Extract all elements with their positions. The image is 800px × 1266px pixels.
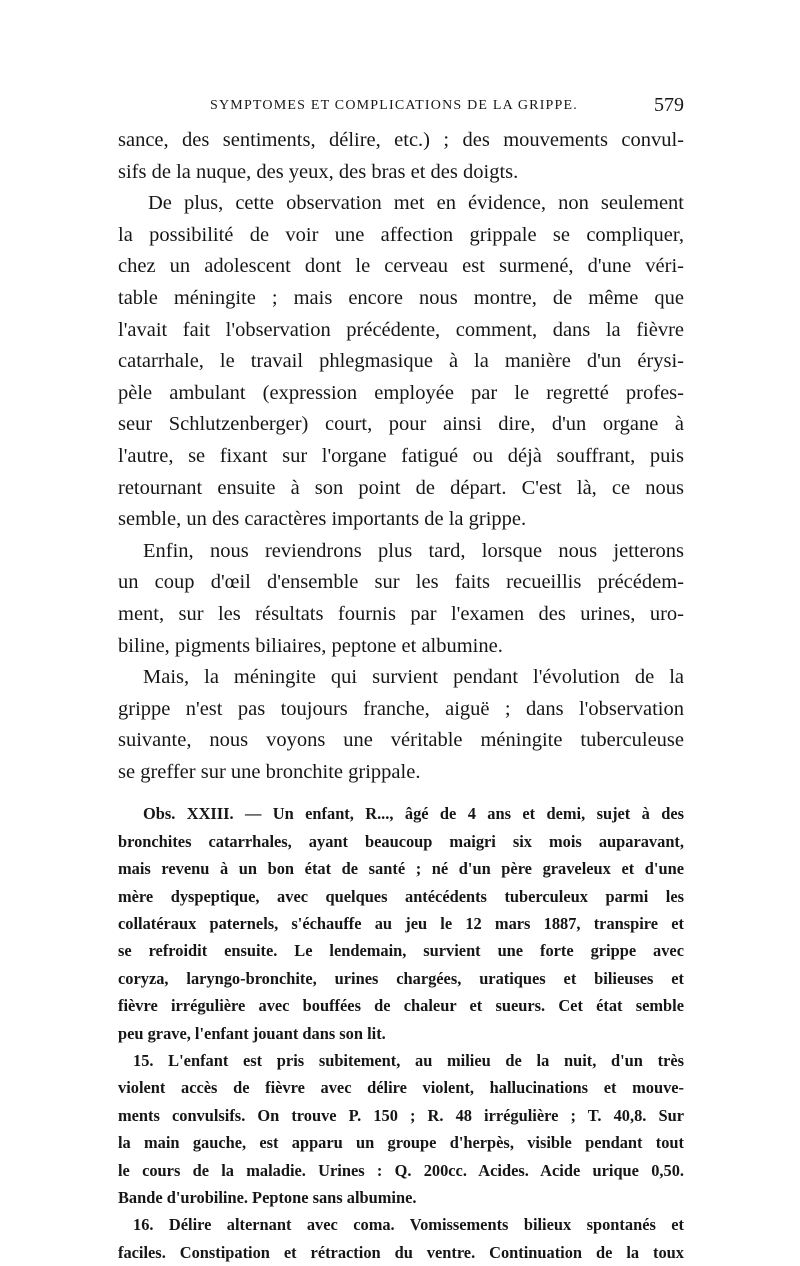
obs-line: collatéraux paternels, s'échauffe au jeu le 12 mars 1887, transpire et bbox=[118, 914, 684, 934]
text-line: semble, un des caractères importants de la grippe. bbox=[118, 508, 527, 531]
text-line: catarrhale, le travail phlegmasique à la manière d'un érysi- bbox=[118, 350, 684, 373]
text-line: grippe n'est pas toujours franche, aiguë ; dans l'observation bbox=[118, 697, 684, 720]
running-head: SYMPTOMES ET COMPLICATIONS DE LA GRIPPE. bbox=[210, 98, 578, 113]
obs-line: 15. L'enfant est pris subitement, au milieu de la nuit, d'un très bbox=[133, 1050, 684, 1070]
text-line: la possibilité de voir une affection grippale se compliquer, bbox=[118, 223, 684, 246]
obs-line: Obs. XXIII. — Un enfant, R..., âgé de 4 ans et demi, sujet à des bbox=[143, 804, 684, 824]
text-line: se greffer sur une bronchite grippale. bbox=[118, 760, 421, 783]
text-line: chez un adolescent dont le cerveau est surmené, d'une véri- bbox=[118, 255, 684, 278]
text-line: pèle ambulant (expression employée par le regretté profes- bbox=[118, 381, 684, 404]
obs-line: mère dyspeptique, avec quelques antécédents tuberculeux parmi les bbox=[118, 886, 684, 906]
obs-line: fièvre irrégulière avec bouffées de chaleur et sueurs. Cet état semble bbox=[118, 996, 684, 1016]
obs-line: Bande d'urobiline. Peptone sans albumine. bbox=[118, 1187, 417, 1207]
obs-line: se refroidit ensuite. Le lendemain, survient une forte grippe avec bbox=[118, 941, 684, 961]
obs-line: violent accès de fièvre avec délire violent, hallucinations et mouve- bbox=[118, 1078, 684, 1098]
observation-block bbox=[118, 800, 684, 1266]
text-line: sance, des sentiments, délire, etc.) ; des mouvements convul- bbox=[118, 129, 684, 151]
obs-line: 16. Délire alternant avec coma. Vomissements bilieux spontanés et bbox=[133, 1215, 684, 1235]
section-gap bbox=[118, 788, 684, 800]
text-line: table méningite ; mais encore nous montre, de même que bbox=[118, 286, 684, 309]
text-line: biline, pigments biliaires, peptone et albumine. bbox=[118, 634, 503, 657]
main-text bbox=[118, 125, 684, 788]
obs-line: le cours de la maladie. Urines : Q. 200cc. Acides. Acide urique 0,50. bbox=[118, 1160, 684, 1180]
obs-line: bronchites catarrhales, ayant beaucoup maigri six mois auparavant, bbox=[118, 831, 684, 851]
page-number: 579 bbox=[654, 94, 684, 116]
text-line: Mais, la méningite qui survient pendant l'évolution de la bbox=[143, 666, 684, 689]
page-header bbox=[118, 94, 684, 120]
text-line: l'autre, se fixant sur l'organe fatigué ou déjà souffrant, puis bbox=[118, 444, 684, 467]
text-line: un coup d'œil d'ensemble sur les faits recueillis précédem- bbox=[118, 571, 684, 594]
text-line: seur Schlutzenberger) court, pour ainsi dire, d'un organe à bbox=[118, 413, 684, 436]
obs-line: la main gauche, est apparu un groupe d'herpès, visible pendant tout bbox=[118, 1133, 684, 1153]
text-line: retournant ensuite à son point de départ. C'est là, ce nous bbox=[118, 476, 684, 499]
text-line: sifs de la nuque, des yeux, des bras et des doigts. bbox=[118, 160, 519, 183]
text-line: De plus, cette observation met en évidence, non seulement bbox=[148, 192, 684, 215]
obs-line: ments convulsifs. On trouve P. 150 ; R. 48 irrégulière ; T. 40,8. Sur bbox=[118, 1105, 684, 1125]
page-body bbox=[118, 125, 684, 1266]
text-line: Enfin, nous reviendrons plus tard, lorsque nous jetterons bbox=[143, 539, 684, 562]
text-line: l'avait fait l'observation précédente, comment, dans la fièvre bbox=[118, 318, 684, 341]
obs-line: coryza, laryngo-bronchite, urines chargées, uratiques et bilieuses et bbox=[118, 968, 684, 988]
text-line: ment, sur les résultats fournis par l'examen des urines, uro- bbox=[118, 602, 684, 625]
obs-line: faciles. Constipation et rétraction du ventre. Continuation de la toux bbox=[118, 1242, 684, 1262]
obs-line: mais revenu à un bon état de santé ; né d'un père graveleux et d'une bbox=[118, 859, 684, 879]
obs-line: peu grave, l'enfant jouant dans son lit. bbox=[118, 1023, 386, 1043]
text-line: suivante, nous voyons une véritable méningite tuberculeuse bbox=[118, 729, 684, 752]
